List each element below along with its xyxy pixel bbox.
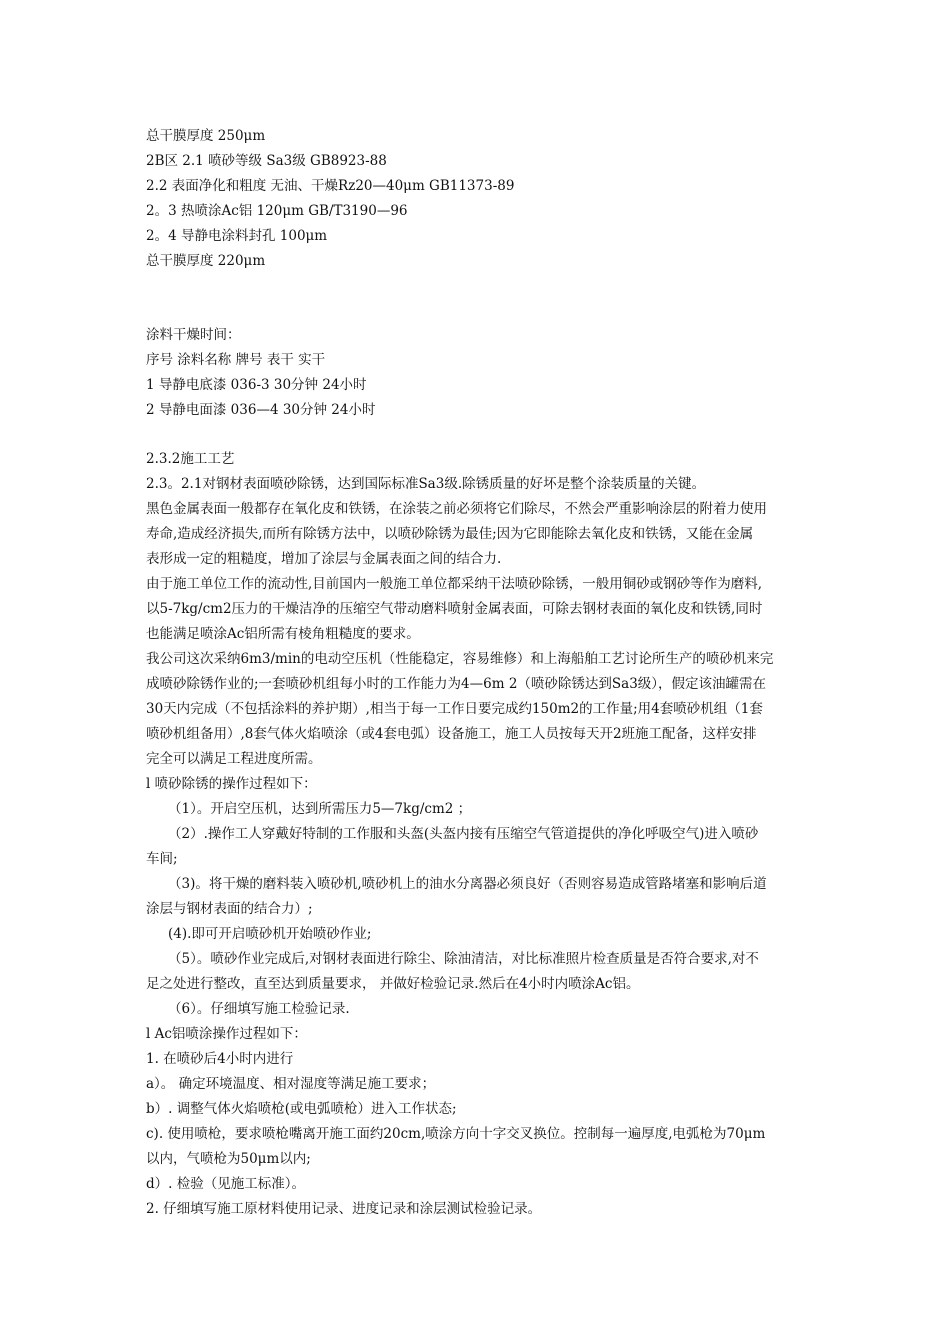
list-item: b）. 调整气体火焰喷枪(或电弧喷枪）进入工作状态; <box>146 1101 457 1117</box>
text-line: 涂层与钢材表面的结合力）; <box>146 901 313 917</box>
text-line: l 喷砂除锈的操作过程如下： <box>146 776 317 792</box>
text-line: 表形成一定的粗糙度，增加了涂层与金属表面之间的结合力. <box>146 551 502 567</box>
list-item: (4).即可开启喷砂机开始喷砂作业; <box>168 926 372 942</box>
text-line: 2.2 表面净化和粗度 无油、干燥Rz20—40μm GB11373-89 <box>146 178 515 194</box>
text-line: l Ac铝喷涂操作过程如下： <box>146 1026 307 1042</box>
table-row: 2 导静电面漆 036—4 30分钟 24小时 <box>146 402 376 418</box>
list-item: d）. 检验（见施工标准）。 <box>146 1176 305 1192</box>
text-line: 成喷砂除锈作业的;一套喷砂机组每小时的工作能力为4—6m 2（喷砂除锈达到Sa3级），假定该油罐需在 <box>146 676 767 692</box>
text-line: 由于施工单位工作的流动性,目前国内一般施工单位都采纳干法喷砂除锈，一般用铜砂或钢砂等作为磨料, <box>146 576 763 592</box>
text-line: 寿命,造成经济损失,而所有除锈方法中，以喷砂除锈为最佳;因为它即能除去氧化皮和铁锈，又能在金属 <box>146 526 754 542</box>
section-heading: 2.3.2施工工艺 <box>146 451 235 467</box>
text-line: 30天内完成（不包括涂料的养护期）,相当于每一工作日要完成约150m2的工作量;用4套喷砂机组（1套 <box>146 701 763 717</box>
list-item: （3)。将干燥的磨料装入喷砂机,喷砂机上的油水分离器必须良好（否则容易造成管路堵塞和影响后道 <box>168 876 767 892</box>
text-line: 以内，气喷枪为50μm以内; <box>146 1151 311 1167</box>
text-line: 2B区 2.1 喷砂等级 Sa3级 GB8923-88 <box>146 153 387 169</box>
text-line: 喷砂机组备用）,8套气体火焰喷涂（或4套电弧）设备施工，施工人员按每天开2班施工配备，这样安排 <box>146 726 757 742</box>
text-line: 我公司这次采纳6m3/min的电动空压机（性能稳定，容易维修）和上海船舶工艺讨论所生产的喷砂机来完 <box>146 651 774 667</box>
list-item: 2. 仔细填写施工原材料使用记录、进度记录和涂层测试检验记录。 <box>146 1201 542 1217</box>
text-line: 2。3 热喷涂Ac铝 120μm GB/T3190—96 <box>146 203 408 219</box>
text-line: 完全可以满足工程进度所需。 <box>146 751 322 767</box>
list-item: （6）。仔细填写施工检验记录. <box>168 1001 350 1017</box>
text-line: 总干膜厚度 250μm <box>146 128 266 144</box>
text-line: 足之处进行整改，直至达到质量要求， 并做好检验记录.然后在4小时内喷涂Ac铝。 <box>146 976 640 992</box>
list-item: （5）。喷砂作业完成后,对钢材表面进行除尘、除油清洁，对比标准照片检查质量是否符合要求,对不 <box>168 951 759 967</box>
text-line: 总干膜厚度 220μm <box>146 253 266 269</box>
table-header: 序号 涂料名称 牌号 表干 实干 <box>146 352 326 368</box>
list-item: 1. 在喷砂后4小时内进行 <box>146 1051 294 1067</box>
list-item: （1）。开启空压机，达到所需压力5—7kg/cm2 ； <box>168 801 472 817</box>
text-line: 2。4 导静电涂料封孔 100μm <box>146 228 328 244</box>
list-item: （2）.操作工人穿戴好特制的工作服和头盔(头盔内接有压缩空气管道提供的净化呼吸空气)进入喷砂 <box>168 826 759 842</box>
text-line: 以5-7kg/cm2压力的干燥洁净的压缩空气带动磨料喷射金属表面，可除去钢材表面的氧化皮和铁锈,同时 <box>146 601 763 617</box>
list-item: a）。 确定环境温度、相对湿度等满足施工要求； <box>146 1076 436 1092</box>
text-line: 2.3。2.1对钢材表面喷砂除锈，达到国际标准Sa3级.除锈质量的好坏是整个涂装质量的关键。 <box>146 476 706 492</box>
list-item: c). 使用喷枪，要求喷枪嘴离开施工面约20cm,喷涂方向十字交叉换位。控制每一遍厚度,电弧枪为70μm <box>146 1126 766 1142</box>
text-line: 也能满足喷涂Ac铝所需有棱角粗糙度的要求。 <box>146 626 420 642</box>
text-line: 车间; <box>146 851 178 867</box>
text-line: 黑色金属表面一般都存在氧化皮和铁锈，在涂装之前必须将它们除尽，不然会严重影响涂层的附着力使用 <box>146 501 767 517</box>
table-row: 1 导静电底漆 036-3 30分钟 24小时 <box>146 377 367 393</box>
section-heading: 涂料干燥时间： <box>146 327 241 343</box>
